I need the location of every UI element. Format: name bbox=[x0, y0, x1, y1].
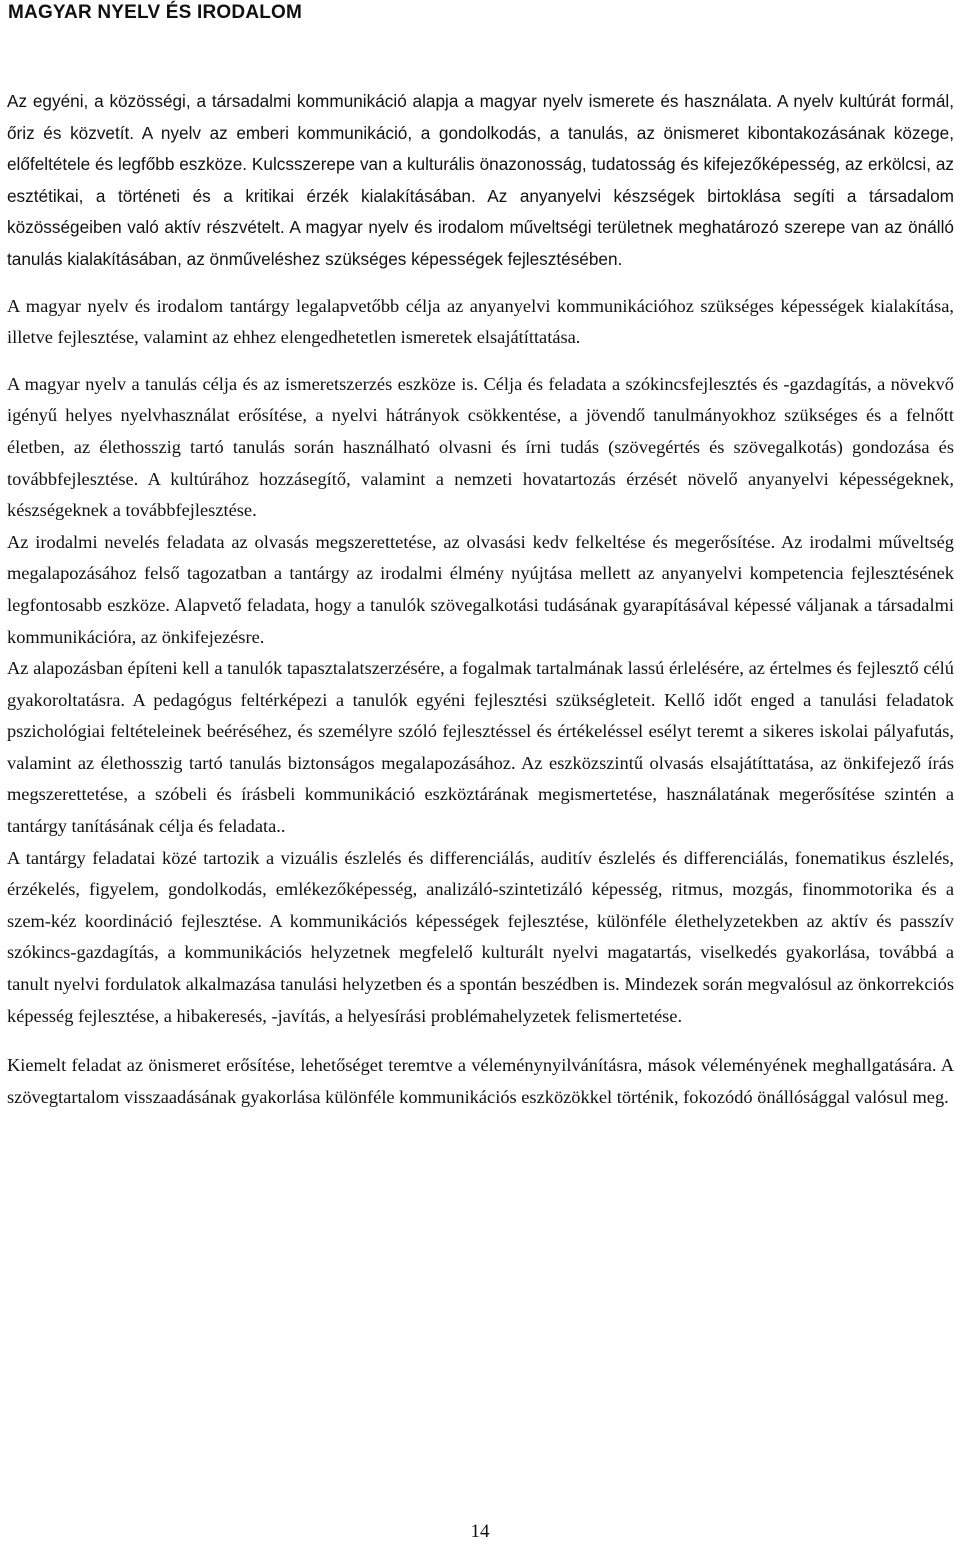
paragraph-literary-education: Az irodalmi nevelés feladata az olvasás megszerettetése, az olvasási kedv felkeltése és megerősítése. Az irodalmi műveltség megalapozásához felső tagozatban a tantárgy az irodalmi élmény nyújtása mellett az anyanyelvi kompetencia fejlesztésének legfontosabb eszköze. Alapvető feladata, hogy a tanulók szövegalkotási tudásának gyarapításával képessé váljanak a társadalmi kommunikációra, az önkifejezésre. bbox=[7, 531, 954, 647]
paragraph-main-goal: A magyar nyelv és irodalom tantárgy legalapvetőbb célja az anyanyelvi kommunikációhoz szükséges képességek kialakítása, illetve fejlesztése, valamint az ehhez elengedhetetlen ismeretek elsajátíttatása. bbox=[7, 295, 954, 348]
paragraph-subject-tasks: A tantárgy feladatai közé tartozik a vizuális észlelés és differenciálás, auditív észlelés és differenciálás, fonematikus észlelés, érzékelés, figyelem, gondolkodás, emlékezőképesség, analizáló-szintetizáló képesség, ritmus, mozgás, finommotorika és a szem-kéz koordináció fejlesztése. A kommunikációs képességek fejlesztése, különféle élethelyzetekben az aktív és passzív szókincs-gazdagítás, a kommunikációs helyzetnek megfelelő kulturált nyelvi magatartás, viselkedés gyakorlása, továbbá a tanult nyelvi fordulatok alkalmazása tanulási helyzetben és a spontán beszédben is. Mindezek során megvalósul az önkorrekciós képesség fejlesztése, a hibakeresés, -javítás, a helyesírási problémahelyzetek felismertetése. bbox=[7, 847, 954, 1026]
paragraph-foundations: Az alapozásban építeni kell a tanulók tapasztalatszerzésére, a fogalmak tartalmának lassú érlelésére, az értelmes és fejlesztő célú gyakoroltatásra. A pedagógus feltérképezi a tanulók egyéni fejlesztési szükségleteit. Kellő időt enged a tanulási feladatok pszichológiai feltételeinek beéréséhez, és személyre szóló fejlesztéssel és értékeléssel esélyt teremt a sikeres iskolai pályafutás, valamint az élethosszig tartó tanulás biztonságos megalapozásához. Az eszközszintű olvasás elsajátíttatása, az önkifejező írás megszerettetése, a szóbeli és írásbeli kommunikáció eszköztárának megismertetése, használatának megerősítése szintén a tantárgy tanításának célja és feladata.. bbox=[7, 658, 954, 837]
paragraph-self-knowledge: Kiemelt feladat az önismeret erősítése, lehetőséget teremtve a véleménynyilvánításra, mások véleményének meghallgatására. A szövegtartalom visszaadásának gyakorlása különféle kommunikációs eszközökkel történik, fokozódó önállósággal valósul meg. bbox=[7, 1055, 954, 1107]
document-body bbox=[7, 86, 954, 1113]
paragraph-language-purpose: A magyar nyelv a tanulás célja és az ismeretszerzés eszköze is. Célja és feladata a szókincsfejlesztés és -gazdagítás, a növekvő igényű helyes nyelvhasználat erősítése, a nyelvi hátrányok csökkentése, a jövendő tanulmányokhoz szükséges és a felnőtt életben, az élethosszig tartó tanulás során használható olvasni és írni tudás (szövegértés és szövegalkotás) gondozása és továbbfejlesztése. A kultúrához hozzásegítő, valamint a nemzeti hovatartozás érzését növelő anyanyelvi képességeknek, készségeknek a továbbfejlesztése. bbox=[7, 373, 954, 521]
page-number: 14 bbox=[470, 1521, 490, 1542]
page-title: MAGYAR NYELV ÉS IRODALOM bbox=[8, 2, 303, 23]
paragraph-intro: Az egyéni, a közösségi, a társadalmi kommunikáció alapja a magyar nyelv ismerete és használata. A nyelv kultúrát formál, őriz és közvetít. A nyelv az emberi kommunikáció, a gondolkodás, a tanulás, az önismeret kibontakozásának közege, előfeltétele és legfőbb eszköze. Kulcsszerepe van a kulturális önazonosság, tudatosság és kifejezőképesség, az erkölcsi, az esztétikai, a történeti és a kritikai érzék kialakításában. Az anyanyelvi készségek birtoklása segíti a társadalom közösségeiben való aktív részvételt. A magyar nyelv és irodalom műveltségi területnek meghatározó szerepe van az önálló tanulás kialakításában, az önműveléshez szükséges képességek fejlesztésében. bbox=[7, 91, 954, 269]
